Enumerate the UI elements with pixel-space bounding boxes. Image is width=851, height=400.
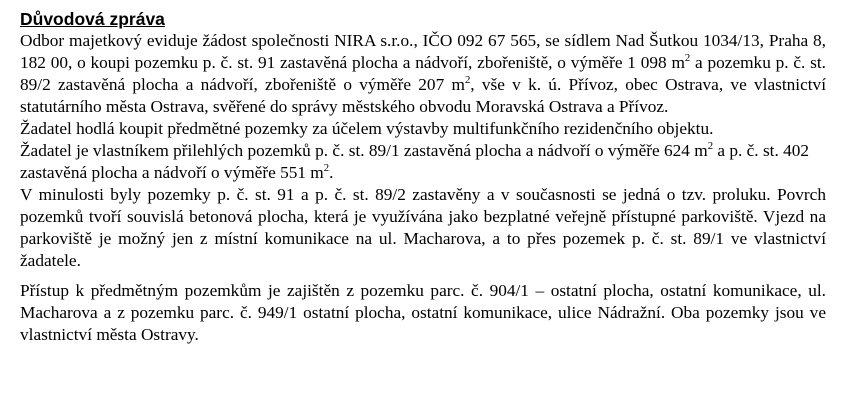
paragraph-ownership-text-3: . <box>329 163 334 182</box>
paragraph-request-text-1: Odbor majetkový eviduje žádost společnosti NIRA s.r.o., IČO 092 67 565, se sídlem Nad Šutkou 1034/13, Praha 8, 182 00, o koupi pozemku p. č. st. 91 zastavěná plocha a nádvoří, zbořeniště, o výměře 1 098 m <box>20 31 826 72</box>
paragraph-request <box>20 30 826 118</box>
paragraph-ownership-text-2: a p. č. st. 402 zastavěná plocha a nádvoří o výměře 551 m <box>20 141 810 182</box>
superscript-m2: 2 <box>684 52 691 65</box>
superscript-m2: 2 <box>323 162 330 175</box>
paragraph-ownership <box>20 140 826 184</box>
paragraph-purpose: Žadatel hodlá koupit předmětné pozemky za účelem výstavby multifunkčního rezidenčního objektu. <box>20 119 714 138</box>
paragraph-request-text-3: , vše v k. ú. Přívoz, obec Ostrava, ve vlastnictví statutárního města Ostrava, svěřené do správy městského obvodu Moravská Ostrava a Přívoz. <box>20 75 827 116</box>
superscript-m2: 2 <box>464 74 471 87</box>
paragraph-history: V minulosti byly pozemky p. č. st. 91 a p. č. st. 89/2 zastavěny a v současnosti se jedná o tzv. proluku. Povrch pozemků tvoří souvislá betonová plocha, která je využívána jako bezplatné veřejně přístupné parkoviště. Vjezd na parkoviště je možný jen z místní komunikace na ul. Macharova, a to přes pozemek p. č. st. 89/1 ve vlastnictví žadatele. <box>20 185 826 270</box>
document-body <box>20 8 826 346</box>
superscript-m2: 2 <box>707 140 714 153</box>
document-heading: Důvodová zpráva <box>20 9 165 29</box>
paragraph-access: Přístup k předmětným pozemkům je zajištěn z pozemku parc. č. 904/1 – ostatní plocha, ostatní komunikace, ul. Macharova a z pozemku parc. č. 949/1 ostatní plocha, ostatní komunikace, ulice Nádražní. Oba pozemky jsou ve vlastnictví města Ostravy. <box>20 281 826 344</box>
paragraph-request-text-2: a pozemku p. č. st. 89/2 zastavěná plocha a nádvoří, zbořeniště o výměře 207 m <box>20 53 826 94</box>
paragraph-ownership-text-1: Žadatel je vlastníkem přilehlých pozemků p. č. st. 89/1 zastavěná plocha a nádvoří o výměře 624 m <box>20 141 708 160</box>
